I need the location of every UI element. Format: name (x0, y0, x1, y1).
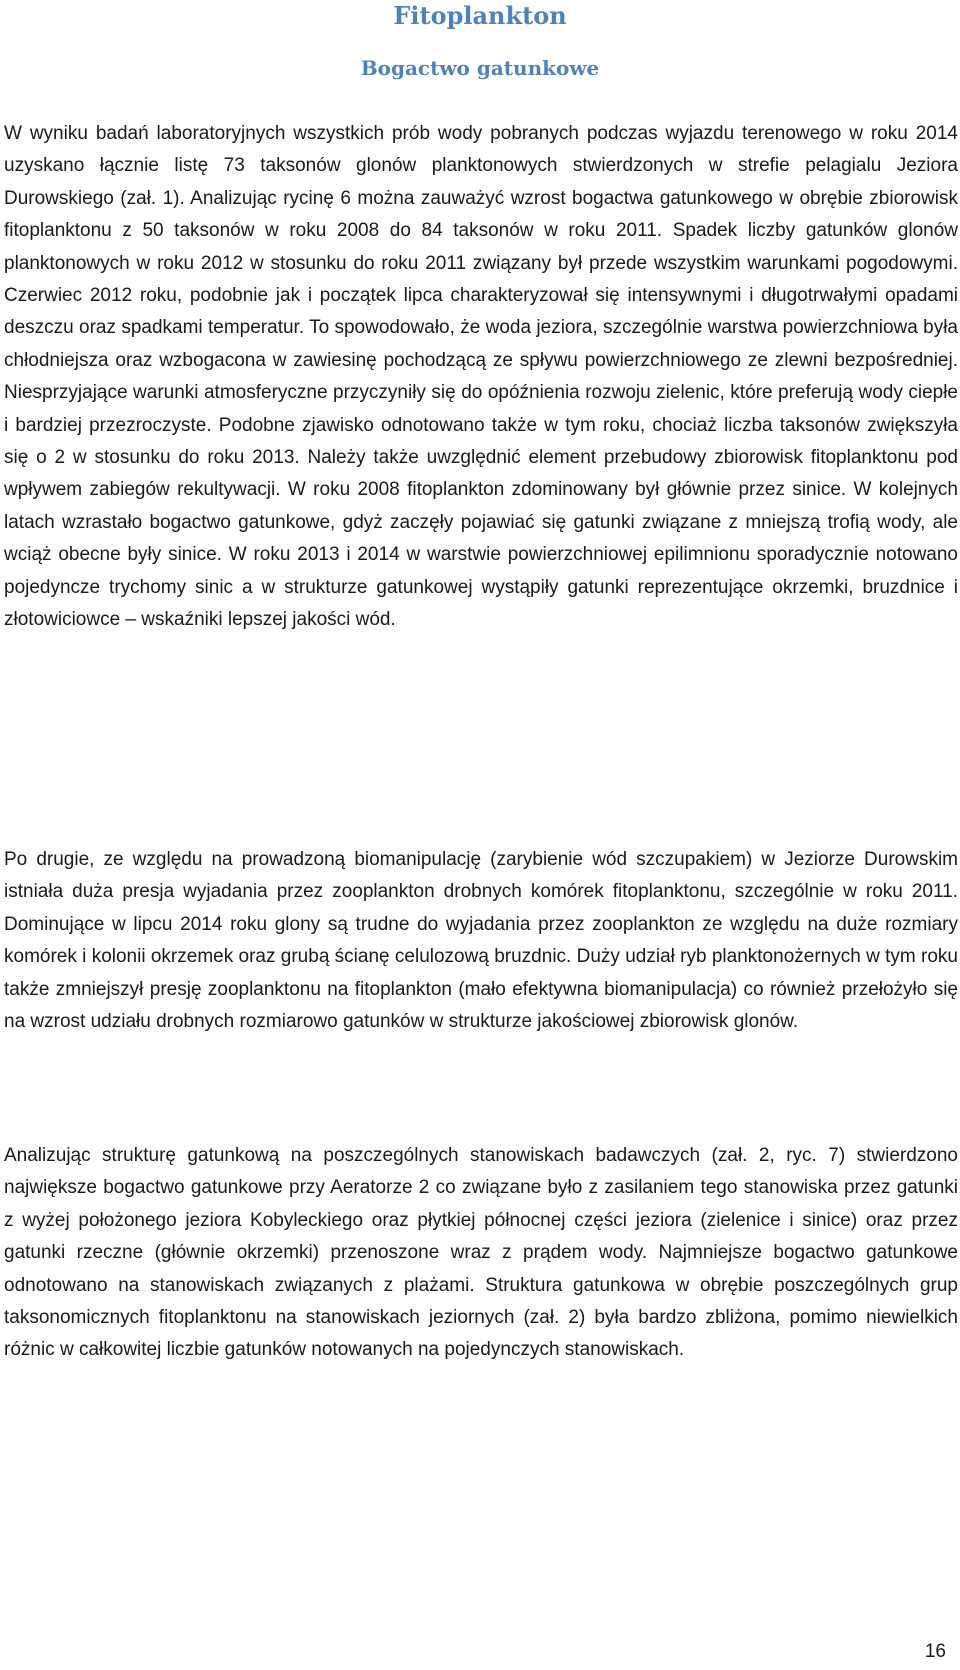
section-subtitle: Bogactwo gatunkowe (360, 56, 600, 80)
paragraph-biomanipulation: Po drugie, ze względu na prowadzoną biomanipulację (zarybienie wód szczupakiem) w Jeziorze Durowskim istniała duża presja wyjadania przez zooplankton drobnych komórek fitoplanktonu, szczególnie w roku 2011. Dominujące w lipcu 2014 roku glony są trudne do wyjadania przez zooplankton ze względu na duże rozmiary komórek i kolonii okrzemek oraz grubą ścianę celulozową bruzdnic. Duży udział ryb planktonożernych w tym roku także zmniejszył presję zooplanktonu na fitoplankton (mało efektywna biomanipulacja) co również przełożyło się na wzrost udziału drobnych rozmiarowo gatunków w strukturze jakościowej zbiorowisk glonów. (4, 849, 958, 1033)
paragraph-sampling-stations: Analizując strukturę gatunkową na poszczególnych stanowiskach badawczych (zał. 2, ryc. 7) stwierdzono największe bogactwo gatunkowe przy Aeratorze 2 co związane było z zasilaniem tego stanowiska przez gatunki z wyżej położonego jeziora Kobyleckiego oraz płytkiej północnej części jeziora (zielenice i sinice) oraz przez gatunki rzeczne (głównie okrzemki) przenoszone wraz z prądem wody. Najmniejsze bogactwo gatunkowe odnotowano na stanowiskach związanych z plażami. Struktura gatunkowa w obrębie poszczególnych grup taksonomicznych fitoplanktonu na stanowiskach jeziornych (zał. 2) była bardzo zbliżona, pomimo niewielkich różnic w całkowitej liczbie gatunków notowanych na pojedynczych stanowiskach. (4, 1145, 958, 1361)
page-number: 16 (924, 1641, 946, 1662)
paragraph-species-richness: W wyniku badań laboratoryjnych wszystkich prób wody pobranych podczas wyjazdu terenowego w roku 2014 uzyskano łącznie listę 73 taksonów glonów planktonowych stwierdzonych w strefie pelagialu Jeziora Durowskiego (zał. 1). Analizując rycinę 6 można zauważyć wzrost bogactwa gatunkowego w obrębie zbiorowisk fitoplanktonu z 50 taksonów w roku 2008 do 84 taksonów w roku 2011. Spadek liczby gatunków glonów planktonowych w roku 2012 w stosunku do roku 2011 związany był przede wszystkim warunkami pogodowymi. Czerwiec 2012 roku, podobnie jak i początek lipca charakteryzował się intensywnymi i długotrwałymi opadami deszczu oraz spadkami temperatur. To spowodowało, że woda jeziora, szczególnie warstwa powierzchniowa była chłodniejsza oraz wzbogacona w zawiesinę pochodzącą ze spływu powierzchniowego ze zlewni bezpośredniej. Niesprzyjające warunki atmosferyczne przyczyniły się do opóźnienia rozwoju zielenic, które preferują wody ciepłe i bardziej przezroczyste. Podobne zjawisko odnotowano także w tym roku, chociaż liczba taksonów zwiększyła się o 2 w stosunku do roku 2013. Należy także uwzględnić element przebudowy zbiorowisk fitoplanktonu pod wpływem zabiegów rekultywacji. W roku 2008 fitoplankton zdominowany był głównie przez sinice. W kolejnych latach wzrastało bogactwo gatunkowe, gdyż zaczęły pojawiać się gatunki związane z mniejszą trofią wody, ale wciąż obecne były sinice. W roku 2013 i 2014 w warstwie powierzchniowej epilimnionu sporadycznie notowano pojedyncze trychomy sinic a w strukturze gatunkowej wystąpiły gatunki reprezentujące okrzemki, bruzdnice i złotowiciowce – wskaźniki lepszej jakości wód. (4, 123, 958, 631)
section-title: Fitoplankton (393, 1, 567, 30)
